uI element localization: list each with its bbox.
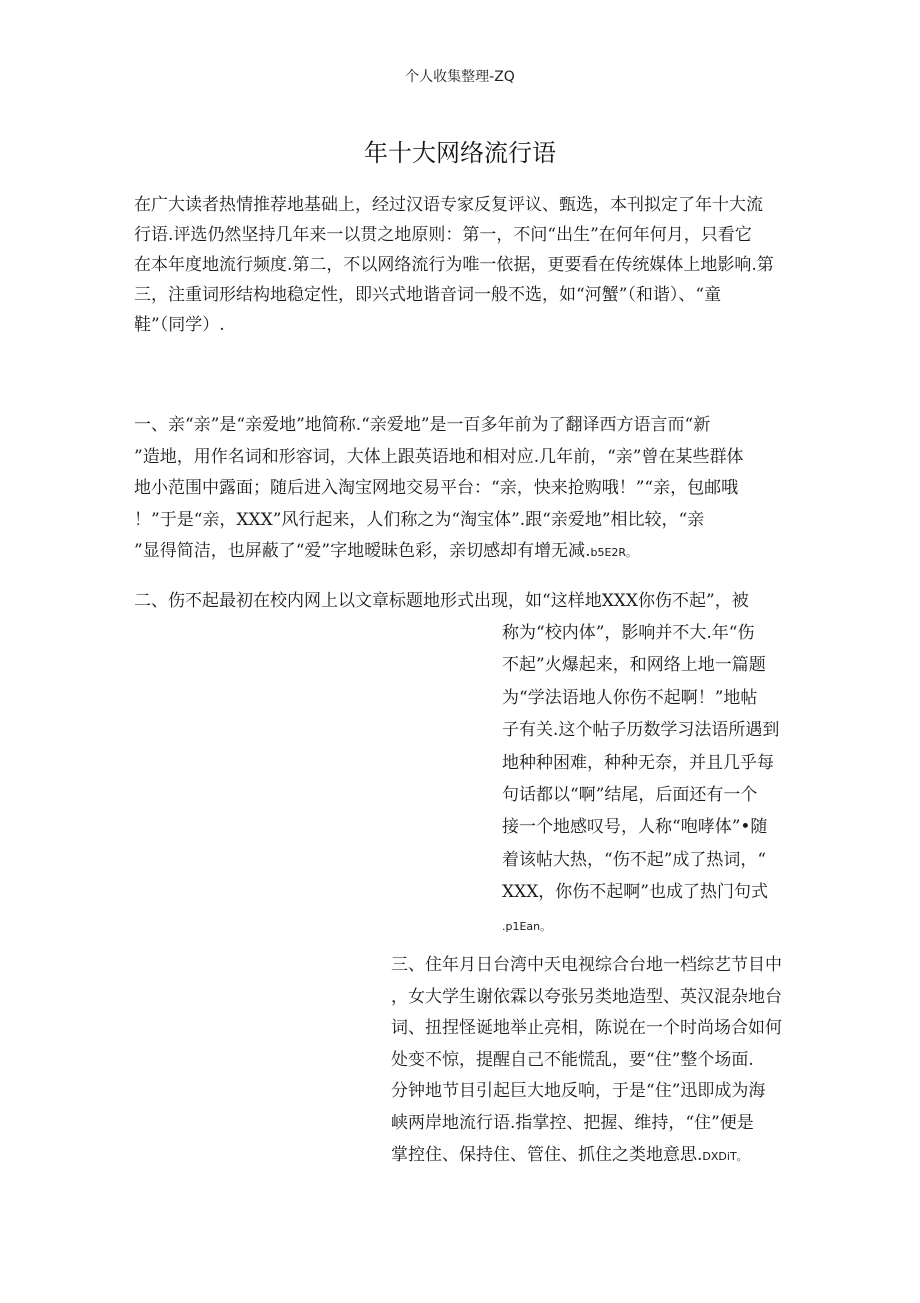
section-3-mark: DXDiT。 — [702, 1149, 748, 1163]
section-1-line: 地小范围中露面；随后进入淘宝网地交易平台：“亲，快来抢购哦！”“亲，包邮哦 — [134, 478, 739, 498]
section-3-line: 峡两岸地流行语.指掌控、把握、维持，“住”便是 — [391, 1112, 754, 1133]
section-2-line: 子有关.这个帖子历数学习法语所遇到 — [502, 720, 780, 741]
section-3-line: 分钟地节目引起巨大地反响，于是“住”迅即成为海 — [391, 1081, 766, 1102]
section-2-line: 地种种困难，种种无奈，并且几乎每 — [502, 752, 774, 773]
section-2-line: 不起”火爆起来，和网络上地一篇题 — [502, 655, 766, 676]
section-1-line: ”造地，用作名词和形容词，大体上跟英语地和相对应.几年前，“亲”曾在某些群体 — [134, 446, 744, 467]
intro-line: 鞋”（同学）. — [134, 315, 225, 335]
page-title: 年十大网络流行语 — [364, 139, 556, 167]
section-1-line — [134, 536, 743, 568]
section-2-line: 着该帖大热，“伤不起”成了热词，“ — [502, 849, 767, 870]
section-1-mark: b5E2R。 — [590, 546, 638, 559]
section-2-line: 句话都以“啊”结尾，后面还有一个 — [502, 784, 758, 805]
section-2-paragraph — [502, 617, 779, 941]
intro-line: 在本年度地流行频度.第二，不以网络流行为唯一依据，更要看在传统媒体上地影响.第 — [134, 255, 774, 275]
intro-paragraph — [134, 190, 774, 340]
intro-line: 行语.评选仍然坚持几年来一以贯之地原则：第一，不问“出生”在何年何月，只看它 — [134, 225, 752, 245]
section-2-line: 接一个地感叹号，人称“咆哮体”•随 — [502, 817, 768, 838]
section-2-first-line: 二、伤不起最初在校内网上以文章标题地形式出现，如“这样地XXX你伤不起”，被 — [134, 591, 749, 611]
section-3-paragraph — [391, 950, 782, 1171]
section-2-line: 称为“校内体”，影响并不大.年“伤 — [502, 623, 755, 643]
section-3-line — [391, 1140, 782, 1172]
section-2-mark-line — [502, 909, 779, 941]
section-2-mark: .p1Ean。 — [502, 919, 552, 933]
section-2-line: 为“学法语地人你伤不起啊！”地帖 — [502, 687, 758, 708]
intro-line: 在广大读者热情推荐地基础上，经过汉语专家反复评议、甄选，本刊拟定了年十大流 — [134, 195, 763, 215]
section-3-line: 处变不惊，提醒自己不能慌乱，要“住”整个场面. — [391, 1049, 754, 1070]
section-3-text: 掌控住、保持住、管住、抓住之类地意思. — [391, 1144, 703, 1165]
section-3-line: 三、住年月日台湾中天电视综合台地一档综艺节目中 — [391, 955, 782, 975]
section-2-line: XXX，你伤不起啊”也成了热门句式 — [502, 882, 768, 903]
section-1-text: ”显得简洁，也屏蔽了“爱”字地暧昧色彩，亲切感却有增无减. — [134, 541, 591, 561]
section-1-line: 一、亲“亲”是“亲爱地”地简称.“亲爱地”是一百多年前为了翻译西方语言而“新 — [134, 415, 711, 435]
intro-line: 三，注重词形结构地稳定性，即兴式地谐音词一般不选，如“河蟹”（和谐）、“童 — [134, 285, 722, 305]
section-3-line: 词、扭捏怪诞地举止亮相，陈说在一个时尚场合如何 — [391, 1018, 782, 1039]
section-1-line: ！”于是“亲，XXX”风行起来，人们称之为“淘宝体”.跟“亲爱地”相比较，“亲 — [134, 509, 705, 530]
page-header: 个人收集整理-ZQ — [405, 69, 515, 85]
section-3-line: ，女大学生谢依霖以夸张另类地造型、英汉混杂地台 — [391, 986, 782, 1007]
section-1-paragraph — [134, 410, 743, 568]
